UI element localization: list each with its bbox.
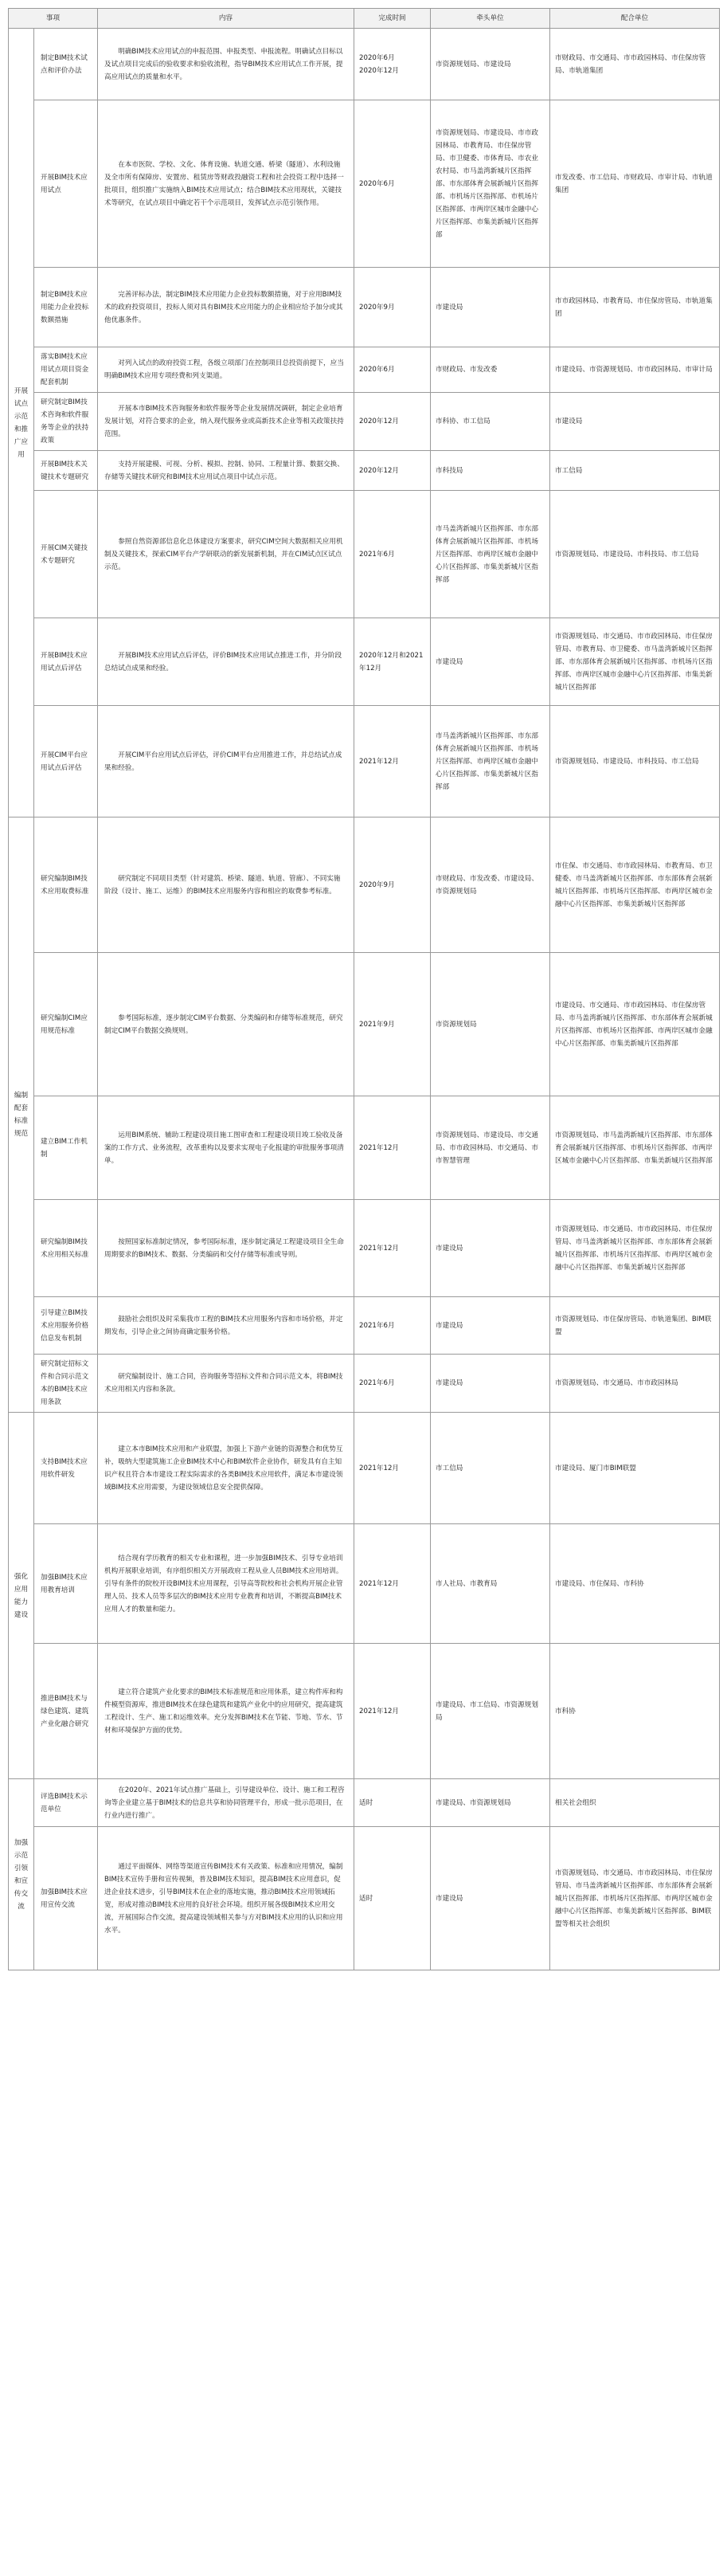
coop-unit-cell: 市资源规划局、市交通局、市市政园林局、市住保房管局、市马盖湾新城片区指挥部、市东部体育会展新城片区指挥部、市机场片区指挥部、市两岸区城市金融中心片区指挥部、市集美新城片区指挥部、BIM联盟等相关社会组织 [550, 1827, 720, 1970]
time-cell: 2020年12月 [354, 393, 431, 451]
item-cell: 建立BIM工作机制 [34, 1096, 98, 1200]
table-row [9, 1096, 720, 1200]
time-cell: 2021年12月 [354, 706, 431, 817]
coop-unit-cell: 市资源规划局、市交通局、市市政园林局、市住保房管局、市马盖湾新城片区指挥部、市东部体育会展新城片区指挥部、市机场片区指挥部、市两岸区城市金融中心片区指挥部、市集美新城片区指挥部 [550, 1200, 720, 1297]
time-cell: 2020年6月 [354, 347, 431, 393]
time-cell: 2021年6月 [354, 1297, 431, 1355]
table-row [9, 100, 720, 268]
coop-unit-cell: 相关社会组织 [550, 1779, 720, 1827]
lead-unit-cell: 市建设局、市工信局、市资源规划局 [431, 1644, 550, 1779]
header-item: 事项 [9, 9, 98, 29]
time-cell: 2020年6月 2020年12月 [354, 29, 431, 100]
lead-unit-cell: 市建设局 [431, 268, 550, 347]
coop-unit-cell: 市市政园林局、市教育局、市住保房管局、市轨道集团 [550, 268, 720, 347]
item-cell: 开展BIM技术应用试点后评估 [34, 618, 98, 706]
content-cell: 开展CIM平台应用试点后评估，评价CIM平台应用推进工作，并总结试点成果和经验。 [98, 706, 354, 817]
lead-unit-cell: 市科协、市工信局 [431, 393, 550, 451]
content-cell: 运用BIM系统、辅助工程建设项目施工图审查和工程建设项目竣工验收及备案的工作方式、业务流程，改革重构以及要求实现电子化报建的审批服务事项清单。 [98, 1096, 354, 1200]
header-time: 完成时间 [354, 9, 431, 29]
content-cell: 开展BIM技术应用试点后评估，评价BIM技术应用试点推进工作，并分阶段总结试点成果和经验。 [98, 618, 354, 706]
time-cell: 2021年12月 [354, 1096, 431, 1200]
coop-unit-cell: 市资源规划局、市建设局、市科技局、市工信局 [550, 491, 720, 618]
lead-unit-cell: 市建设局、市资源规划局 [431, 1779, 550, 1827]
time-cell: 2020年6月 [354, 100, 431, 268]
coop-unit-cell: 市资源规划局、市交通局、市市政园林局、市住保房管局、市教育局、市卫健委、市马盖湾新城片区指挥部、市东部体育会展新城片区指挥部、市机场片区指挥部、市两岸区城市金融中心片区指挥部、市集美新城片区指挥部 [550, 618, 720, 706]
lead-unit-cell: 市工信局 [431, 1413, 550, 1524]
coop-unit-cell: 市建设局 [550, 393, 720, 451]
content-cell: 研究编制设计、施工合同，咨询服务等招标文件和合同示范文本，将BIM技术应用相关内容和条款。 [98, 1355, 354, 1413]
content-cell: 结合现有学历教育的相关专业和课程，进一步加强BIM技术、引导专业培训机构开展职业培训，有序组织相关方开展政府工程从业人员BIM技术应用培训。引导有条件的院校开设BIM技术应用课程，引导高等院校和社会机构开展企业管理人员、技术人员等多层次的BIM技术应用专业教育和培训，不断提高BIM技术应用人才的数量和能力。 [98, 1524, 354, 1644]
item-cell: 研究编制BIM技术应用相关标准 [34, 1200, 98, 1297]
table-row [9, 1413, 720, 1524]
lead-unit-cell: 市资源规划局、市建设局、市交通局、市市政园林局、市交通局、市市智慧管理 [431, 1096, 550, 1200]
lead-unit-cell: 市建设局 [431, 1827, 550, 1970]
lead-unit-cell: 市财政局、市发改委、市建设局、市资源规划局 [431, 817, 550, 953]
item-cell: 研究制定BIM技术咨询和软件服务等企业的扶持政策 [34, 393, 98, 451]
table-row [9, 451, 720, 491]
category-cell: 加强示范引领和宣传交流 [9, 1779, 34, 1970]
lead-unit-cell: 市建设局 [431, 618, 550, 706]
category-cell: 开展试点示范和推广应用 [9, 29, 34, 817]
lead-unit-cell: 市人社局、市教育局 [431, 1524, 550, 1644]
content-cell: 在本市医院、学校、文化、体育设施、轨道交通、桥梁（隧道）、水利设施及全市所有保障房、安置房、租赁房等财政投融资工程和社会投资工程中选择一批项目，组织推广实施纳入BIM技术应用试点；结合BIM技术应用现状，关键技术等研究，在试点项目中确定若干个示范项目，发挥试点示范引领作用。 [98, 100, 354, 268]
item-cell: 支持BIM技术应用软件研发 [34, 1413, 98, 1524]
time-cell: 2021年12月 [354, 1644, 431, 1779]
time-cell: 2020年12月 [354, 451, 431, 491]
table-row [9, 1644, 720, 1779]
time-cell: 2021年6月 [354, 1355, 431, 1413]
content-cell: 按照国家标准制定情况，参考国际标准，逐步制定满足工程建设项目全生命周期要求的BIM技术、数据、分类编码和交付存储等标准或导则。 [98, 1200, 354, 1297]
table-row [9, 1355, 720, 1413]
item-cell: 研究制定招标文件和合同示范文本的BIM技术应用条款 [34, 1355, 98, 1413]
coop-unit-cell: 市建设局、市资源规划局、市市政园林局、市审计局 [550, 347, 720, 393]
content-cell: 研究制定不同项目类型（针对建筑、桥梁、隧道、轨道、管廊）、不同实施阶段（设计、施工、运维）的BIM技术应用服务内容和相应的取费参考标准。 [98, 817, 354, 953]
content-cell: 明确BIM技术应用试点的申报范围、申报类型、申报流程。明确试点目标以及试点项目完成后的验收要求和验收流程，指导BIM技术应用试点工作开展，提高应用试点的质量和水平。 [98, 29, 354, 100]
table-row [9, 393, 720, 451]
lead-unit-cell: 市资源规划局、市建设局 [431, 29, 550, 100]
coop-unit-cell: 市住保、市交通局、市市政园林局、市教育局、市卫健委、市马盖湾新城片区指挥部、市东部体育会展新城片区指挥部、市机场片区指挥部、市两岸区城市金融中心片区指挥部、市集美新城片区指挥部 [550, 817, 720, 953]
time-cell: 2021年6月 [354, 491, 431, 618]
category-cell: 强化应用能力建设 [9, 1413, 34, 1779]
content-cell: 对列入试点的政府投资工程，各级立项部门在控制项目总投资前提下，应当明确BIM技术应用专项经费和列支渠道。 [98, 347, 354, 393]
coop-unit-cell: 市科协 [550, 1644, 720, 1779]
lead-unit-cell: 市马盖湾新城片区指挥部、市东部体育会展新城片区指挥部、市机场片区指挥部、市两岸区城市金融中心片区指挥部、市集美新城片区指挥部 [431, 491, 550, 618]
time-cell: 2021年12月 [354, 1524, 431, 1644]
item-cell: 研究编制BIM技术应用取费标准 [34, 817, 98, 953]
lead-unit-cell: 市建设局 [431, 1297, 550, 1355]
item-cell: 制定BIM技术试点和评价办法 [34, 29, 98, 100]
table-row [9, 817, 720, 953]
coop-unit-cell: 市资源规划局、市建设局、市科技局、市工信局 [550, 706, 720, 817]
table-row [9, 29, 720, 100]
table-row [9, 347, 720, 393]
time-cell: 2021年12月 [354, 1413, 431, 1524]
coop-unit-cell: 市资源规划局、市马盖湾新城片区指挥部、市东部体育会展新城片区指挥部、市机场片区指挥部、市两岸区城市金融中心片区指挥部、市集美新城片区指挥部 [550, 1096, 720, 1200]
time-cell: 2020年12月和2021年12月 [354, 618, 431, 706]
item-cell: 引导建立BIM技术应用服务价格信息发布机制 [34, 1297, 98, 1355]
lead-unit-cell: 市马盖湾新城片区指挥部、市东部体育会展新城片区指挥部、市机场片区指挥部、市两岸区城市金融中心片区指挥部、市集美新城片区指挥部 [431, 706, 550, 817]
time-cell: 2021年9月 [354, 953, 431, 1096]
content-cell: 支持开展建模、可视、分析、模拟、控制、协同、工程量计算、数据交换、存储等关键技术研究和BIM技术应用试点项目中试点示范。 [98, 451, 354, 491]
category-cell: 编制配套标准规范 [9, 817, 34, 1413]
content-cell: 参考国际标准，逐步制定CIM平台数据、分类编码和存储等标准规范，研究制定CIM平台数据交换规则。 [98, 953, 354, 1096]
content-cell: 建立符合建筑产业化要求的BIM技术标准规范和应用体系，建立构件库和构件模型资源库，推进BIM技术在绿色建筑和建筑产业化中的应用研究，提高建筑工程设计、生产、施工和运维效率。充分发挥BIM技术在节能、节地、节水、节材和环境保护方面的优势。 [98, 1644, 354, 1779]
table-row [9, 953, 720, 1096]
coop-unit-cell: 市财政局、市交通局、市市政园林局、市住保房管局、市轨道集团 [550, 29, 720, 100]
time-cell: 适时 [354, 1779, 431, 1827]
coop-unit-cell: 市建设局、市交通局、市市政园林局、市住保房管局、市马盖湾新城片区指挥部、市东部体育会展新城片区指挥部、市机场片区指挥部、市两岸区城市金融中心片区指挥部、市集美新城片区指挥部 [550, 953, 720, 1096]
coop-unit-cell: 市发改委、市工信局、市财政局、市审计局、市轨道集团 [550, 100, 720, 268]
task-table [8, 8, 720, 1970]
content-cell: 建立本市BIM技术应用和产业联盟，加强上下游产业链的资源整合和优势互补，吸纳大型建筑施工企业BIM技术中心和BIM软件企业协作，研发具有自主知识产权且符合本市建设工程实际需求的各类BIM技术应用软件，满足本市建设领域BIM技术应用需要，为建设领域信息安全提供保障。 [98, 1413, 354, 1524]
item-cell: 开展BIM技术应用试点 [34, 100, 98, 268]
item-cell: 开展CIM平台应用试点后评估 [34, 706, 98, 817]
content-cell: 鼓励社会组织及时采集我市工程的BIM技术应用服务内容和市场价格，并定期发布，引导企业之间协商确定服务价格。 [98, 1297, 354, 1355]
lead-unit-cell: 市财政局、市发改委 [431, 347, 550, 393]
table-row [9, 1524, 720, 1644]
item-cell: 加强BIM技术应用宣传交流 [34, 1827, 98, 1970]
coop-unit-cell: 市资源规划局、市住保房管局、市轨道集团、BIM联盟 [550, 1297, 720, 1355]
coop-unit-cell: 市建设局、厦门市BIM联盟 [550, 1413, 720, 1524]
coop-unit-cell: 市资源规划局、市交通局、市市政园林局 [550, 1355, 720, 1413]
table-row [9, 1297, 720, 1355]
time-cell: 2020年9月 [354, 268, 431, 347]
header-lead: 牵头单位 [431, 9, 550, 29]
header-coop: 配合单位 [550, 9, 720, 29]
time-cell: 2021年12月 [354, 1200, 431, 1297]
item-cell: 推进BIM技术与绿色建筑、建筑产业化融合研究 [34, 1644, 98, 1779]
lead-unit-cell: 市建设局 [431, 1355, 550, 1413]
time-cell: 适时 [354, 1827, 431, 1970]
content-cell: 在2020年、2021年试点推广基础上，引导建设单位、设计、施工和工程咨询等企业建立基于BIM技术的信息共享和协同管理平台，形成一批示范项目，在行业内进行推广。 [98, 1779, 354, 1827]
table-row [9, 706, 720, 817]
lead-unit-cell: 市资源规划局 [431, 953, 550, 1096]
content-cell: 开展本市BIM技术咨询服务和软件服务等企业发展情况调研，制定企业培育发展计划，对符合要求的企业，纳入现代服务业或高新技术企业等相关政策扶持范围。 [98, 393, 354, 451]
table-body [9, 29, 720, 1970]
lead-unit-cell: 市科技局 [431, 451, 550, 491]
lead-unit-cell: 市资源规划局、市建设局、市市政园林局、市教育局、市住保房管局、市卫健委、市体育局、市农业农村局、市马盖湾新城片区指挥部、市东部体育会展新城片区指挥部、市机场片区指挥部、市机场片区指挥部、市两岸区城市金融中心片区指挥部、市集美新城片区指挥部 [431, 100, 550, 268]
content-cell: 完善评标办法，制定BIM技术应用能力企业投标数额措施，对于应用BIM技术的政府投资项目，投标人须对具有BIM技术应用能力的企业相应给予加分或其他优惠条件。 [98, 268, 354, 347]
table-header-row [9, 9, 720, 29]
table-row [9, 1779, 720, 1827]
table-row [9, 268, 720, 347]
content-cell: 通过平面媒体、网络等渠道宣传BIM技术有关政策、标准和应用情况，编制BIM技术宣传手册和宣传视频，普及BIM技术知识，提高BIM技术应用意识，促进企业技术进步，引导BIM技术在企业的落地实施，推动BIM技术应用领域拓宽，形成对推动BIM技术应用的良好社会环境。组织开展各级BIM技术应用交流，开展国际合作交流，提高建设领域相关参与方对BIM技术应用的认识和应用水平。 [98, 1827, 354, 1970]
lead-unit-cell: 市建设局 [431, 1200, 550, 1297]
table-row [9, 1827, 720, 1970]
content-cell: 参照自然资源部信息化总体建设方案要求，研究CIM空间大数据相关应用机制及关键技术，探索CIM平台产学研联动的新发展新机制，并在CIM试点区试点示范。 [98, 491, 354, 618]
time-cell: 2020年9月 [354, 817, 431, 953]
item-cell: 加强BIM技术应用教育培训 [34, 1524, 98, 1644]
header-content: 内容 [98, 9, 354, 29]
item-cell: 制定BIM技术应用能力企业投标数额措施 [34, 268, 98, 347]
item-cell: 研究编制CIM应用规范标准 [34, 953, 98, 1096]
coop-unit-cell: 市建设局、市住保局、市科协 [550, 1524, 720, 1644]
table-row [9, 1200, 720, 1297]
coop-unit-cell: 市工信局 [550, 451, 720, 491]
item-cell: 开展CIM关键技术专题研究 [34, 491, 98, 618]
item-cell: 落实BIM技术应用试点项目资金配套机制 [34, 347, 98, 393]
item-cell: 开展BIM技术关键技术专题研究 [34, 451, 98, 491]
table-row [9, 618, 720, 706]
item-cell: 评选BIM技术示范单位 [34, 1779, 98, 1827]
table-row [9, 491, 720, 618]
